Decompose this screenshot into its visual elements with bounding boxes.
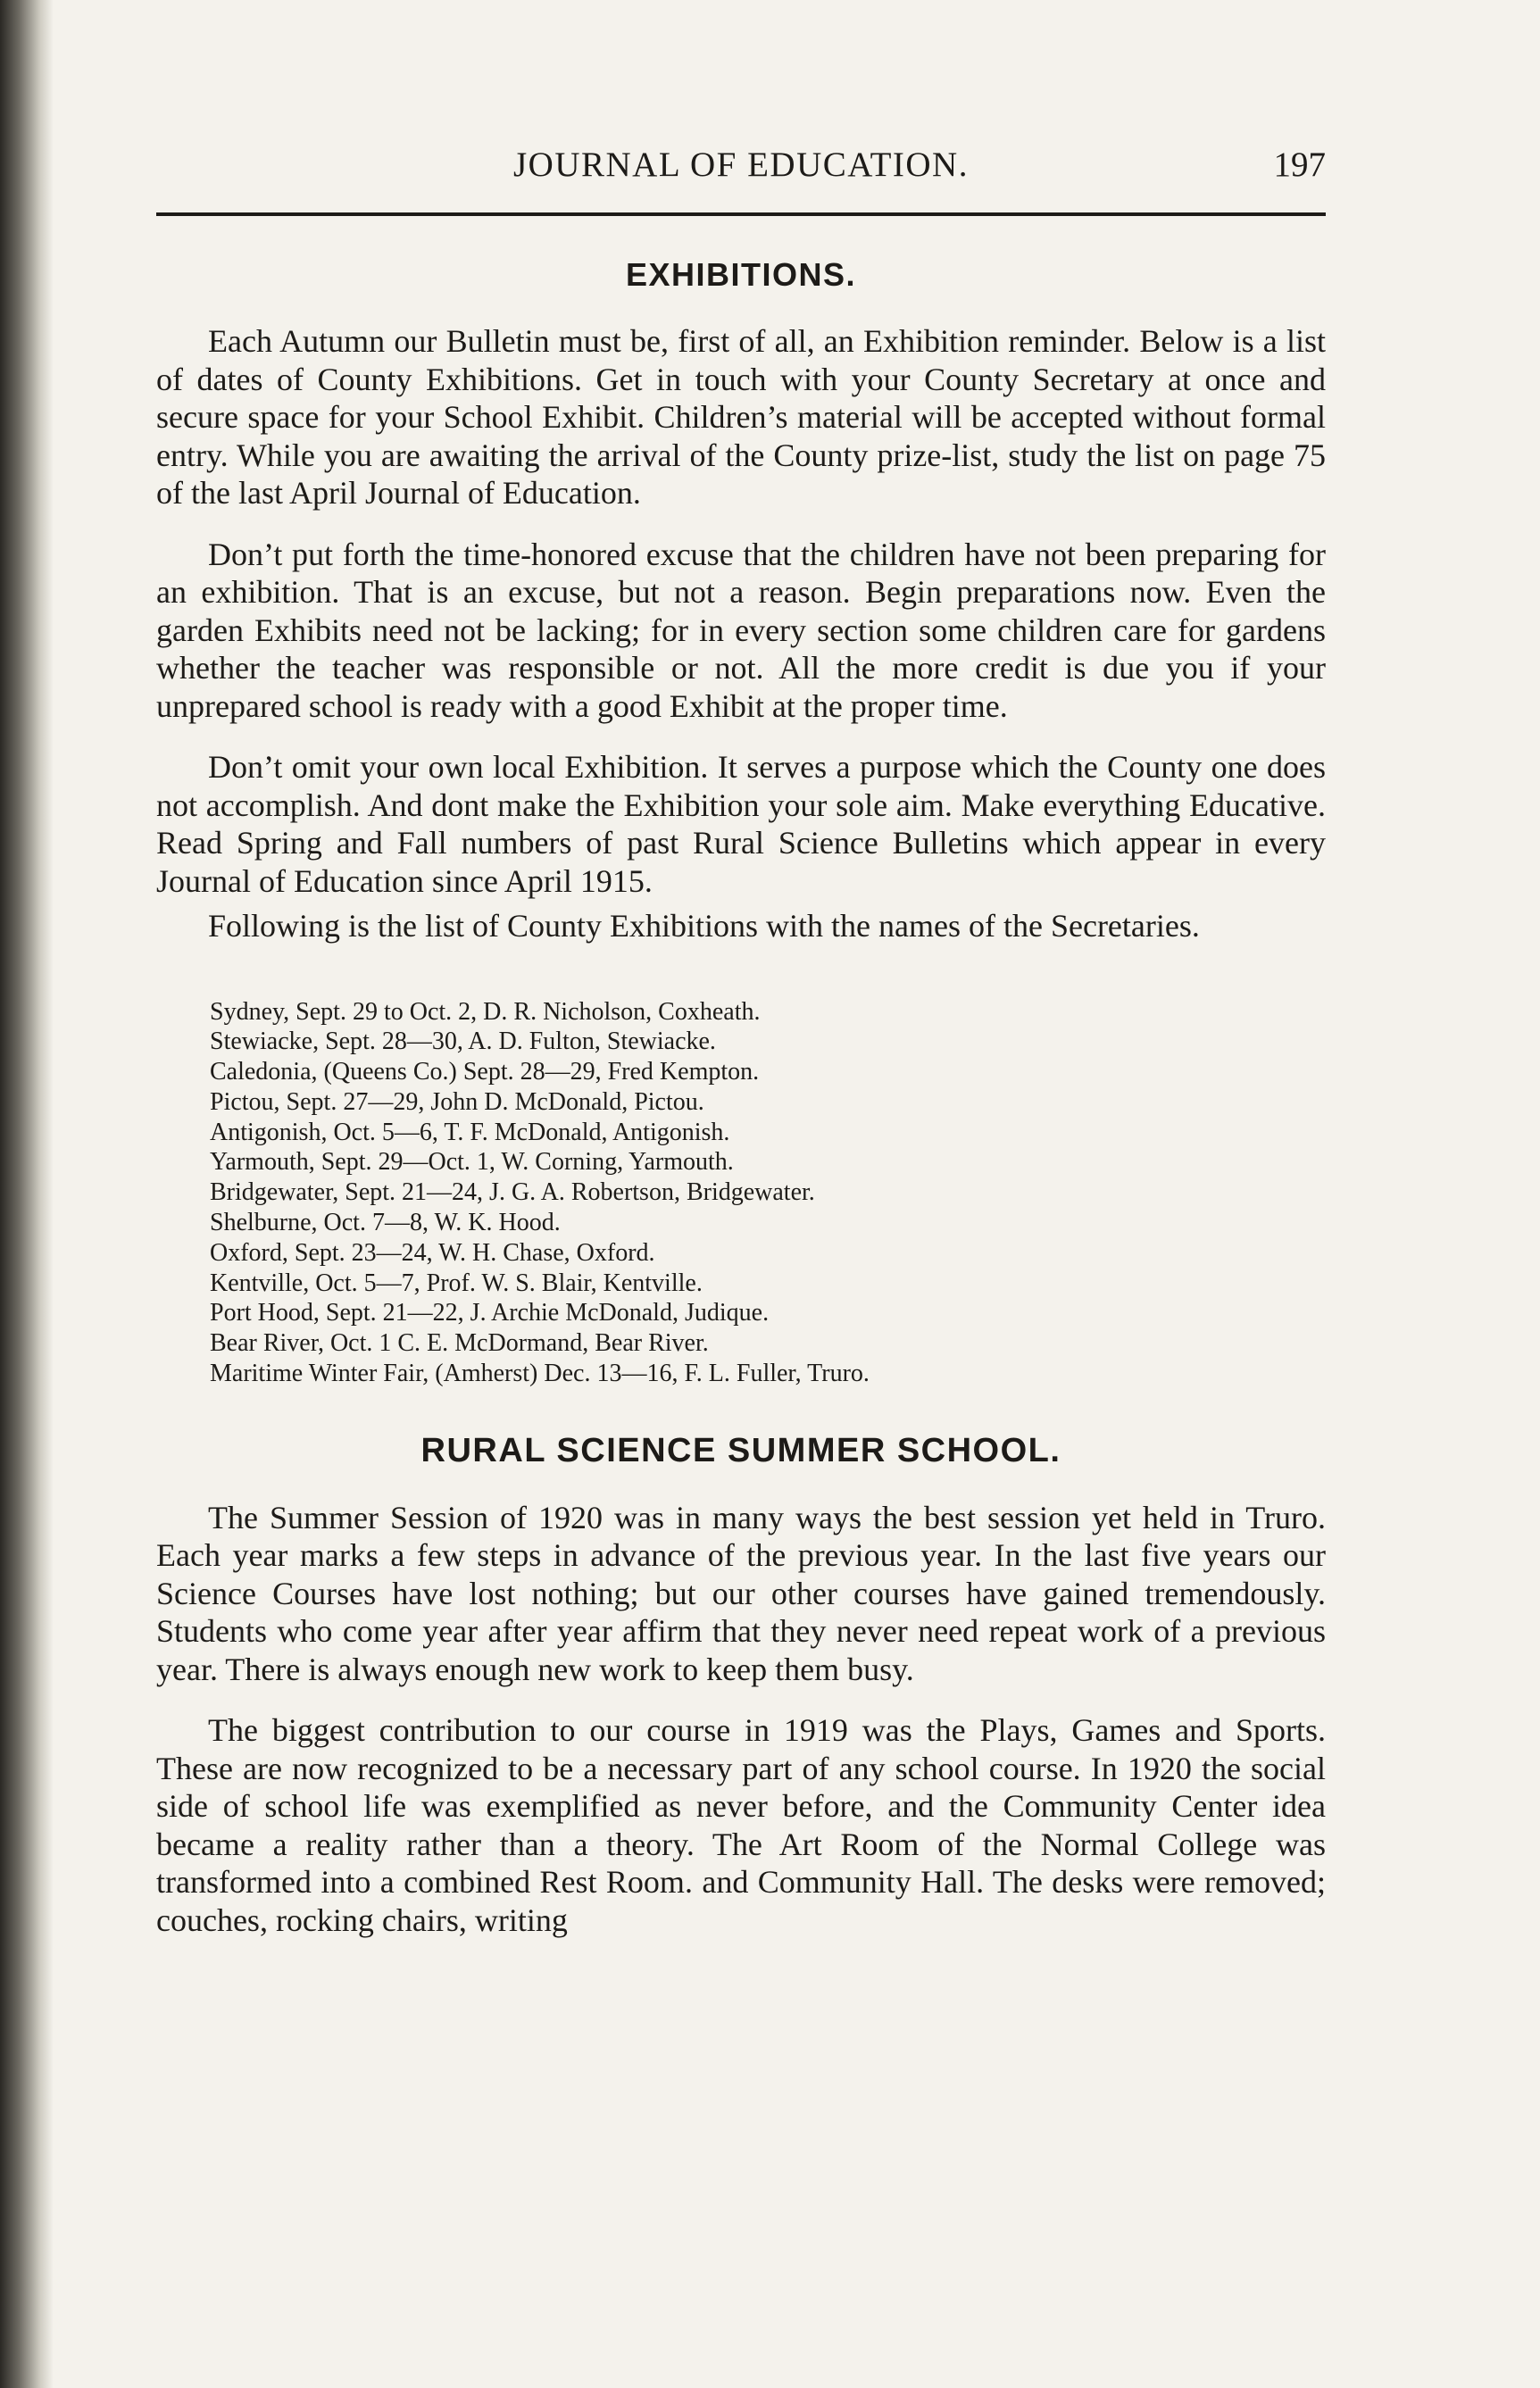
list-item: Bear River, Oct. 1 C. E. McDormand, Bear River.	[210, 1329, 709, 1358]
list-item: Shelburne, Oct. 7—8, W. K. Hood.	[210, 1209, 561, 1237]
exhibitions-paragraph-1: Each Autumn our Bulletin must be, first of all, an Exhibition reminder. Below is a list of dates of County Exhibitions. Get in touch with your County Secretary at once and secure space for your School Exhibit. Children’s material will be accepted without formal entry. While you are awaiting the arrival of the County prize-list, study the list on page 75 of the last April Journal of Education.	[156, 323, 1326, 511]
list-item: Sydney, Sept. 29 to Oct. 2, D. R. Nicholson, Coxheath.	[210, 997, 761, 1026]
list-item: Pictou, Sept. 27—29, John D. McDonald, Pictou.	[210, 1087, 704, 1116]
header-rule	[156, 212, 1326, 216]
summer-school-paragraph-1: The Summer Session of 1920 was in many ways the best session yet held in Truro. Each year marks a few steps in advance of the previous year. In the last five years our Science Courses have lost nothing; but our other courses have gained tremendously. Students who come year after year affirm that they never need repeat work of a previous year. There is always enough new work to keep them busy.	[156, 1499, 1326, 1687]
scanned-page-gutter-shadow	[0, 0, 54, 2388]
exhibitions-paragraph-2: Don’t put forth the time-honored excuse that the children have not been preparing for an exhibition. That is an excuse, but not a reason. Begin preparations now. Even the garden Exhibits need not be lacking; for in every section some children care for gardens whether the teacher was responsible or not. All the more credit is due you if your unprepared school is ready with a good Exhibit at the proper time.	[156, 536, 1326, 724]
list-item: Yarmouth, Sept. 29—Oct. 1, W. Corning, Yarmouth.	[210, 1148, 734, 1177]
summer-school-paragraph-2: The biggest contribution to our course in 1919 was the Plays, Games and Sports. These are now recognized to be a necessary part of any school course. In 1920 the social side of school life was exemplified as never before, and the Community Center idea became a reality rather than a theory. The Art Room of the Normal College was transformed into a combined Rest Room. and Community Hall. The desks were removed; couches, rocking chairs, writing	[156, 1712, 1326, 1938]
list-item: Stewiacke, Sept. 28—30, A. D. Fulton, Stewiacke.	[210, 1028, 716, 1056]
list-item: Bridgewater, Sept. 21—24, J. G. A. Robertson, Bridgewater.	[210, 1178, 815, 1207]
summer-school-heading: RURAL SCIENCE SUMMER SCHOOL.	[420, 1431, 1061, 1469]
list-item: Antigonish, Oct. 5—6, T. F. McDonald, Antigonish.	[210, 1118, 730, 1146]
exhibitions-paragraph-3: Don’t omit your own local Exhibition. It serves a purpose which the County one does not accomplish. And dont make the Exhibition your sole aim. Make everything Educative. Read Spring and Fall numbers of past Rural Science Bulletins which appear in every Journal of Education since April 1915.	[156, 749, 1326, 899]
list-item: Maritime Winter Fair, (Amherst) Dec. 13—16, F. L. Fuller, Truro.	[210, 1360, 870, 1388]
list-item: Caledonia, (Queens Co.) Sept. 28—29, Fred Kempton.	[210, 1058, 760, 1086]
exhibitions-paragraph-4: Following is the list of County Exhibitions with the names of the Secretaries.	[208, 908, 1200, 944]
exhibitions-heading: EXHIBITIONS.	[625, 256, 857, 293]
list-item: Oxford, Sept. 23—24, W. H. Chase, Oxford.	[210, 1238, 655, 1267]
list-item: Port Hood, Sept. 21—22, J. Archie McDonald, Judique.	[210, 1299, 770, 1327]
running-title: JOURNAL OF EDUCATION.	[513, 146, 969, 184]
page-header	[156, 134, 1326, 187]
county-exhibitions-list	[210, 997, 1326, 1389]
page-number: 197	[1273, 146, 1326, 184]
journal-page	[156, 134, 1326, 1962]
list-item: Kentville, Oct. 5—7, Prof. W. S. Blair, Kentville.	[210, 1269, 703, 1297]
